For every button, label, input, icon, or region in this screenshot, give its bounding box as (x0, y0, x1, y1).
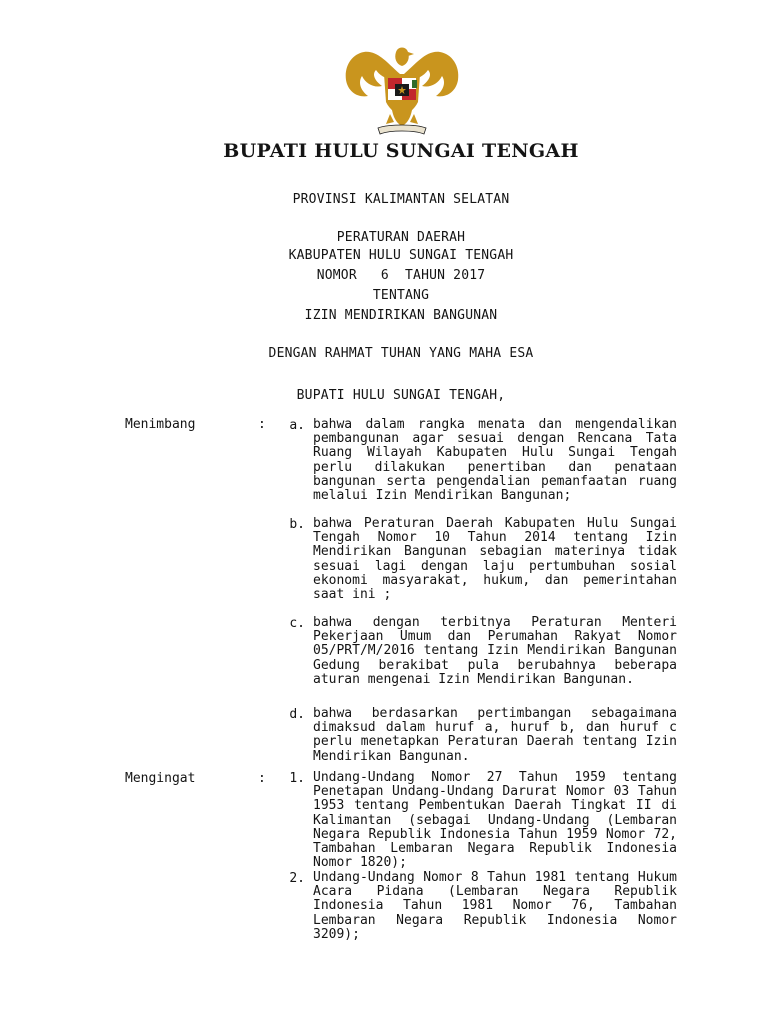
document-title: BUPATI HULU SUNGAI TENGAH (223, 140, 579, 162)
menimbang-item-c: bahwa dengan terbitnya Peraturan Menteri Pekerjaan Umum dan Perumahan Rakyat Nomor 05/PRT/M/2016 tentang Izin Mendirikan Bangunan Gedung berakibat pula berubahnya beberapa aturan mengenai Izin Mendirikan Bangunan. (313, 615, 677, 687)
garuda-emblem-icon (338, 44, 466, 138)
menimbang-marker-a: a. (289, 418, 305, 433)
about-line: TENTANG (372, 288, 430, 303)
authority-line: BUPATI HULU SUNGAI TENGAH, (296, 388, 506, 403)
menimbang-marker-d: d. (289, 707, 305, 722)
mengingat-label: Mengingat (125, 771, 196, 786)
mengingat-item-2: Undang-Undang Nomor 8 Tahun 1981 tentang Hukum Acara Pidana (Lembaran Negara Republik Indonesia Tahun 1981 Nomor 76, Tambahan Lembaran Negara Republik Indonesia Nomor 3209); (313, 870, 677, 942)
regency-line: KABUPATEN HULU SUNGAI TENGAH (288, 248, 514, 263)
menimbang-item-a: bahwa dalam rangka menata dan mengendalikan pembangunan agar sesuai dengan Rencana Tata Ruang Wilayah Kabupaten Hulu Sungai Tengah perlu dilakukan penertiban dan penataan bangunan serta pengendalian pemanfaatan ruang melalui Izin Mendirikan Bangunan; (313, 417, 677, 504)
mengingat-marker-2: 2. (289, 871, 305, 886)
province-line: PROVINSI KALIMANTAN SELATAN (292, 192, 510, 207)
menimbang-item-b: bahwa Peraturan Daerah Kabupaten Hulu Sungai Tengah Nomor 10 Tahun 2014 tentang Izin Mendirikan Bangunan sebagian materinya tidak sesuai lagi dengan laju pertumbuhan sosial ekonomi masyarakat, hukum, dan pemerintahan saat ini ; (313, 516, 677, 603)
mengingat-item-1: Undang-Undang Nomor 27 Tahun 1959 tentang Penetapan Undang-Undang Darurat Nomor 03 Tahun 1953 tentang Pembentukan Daerah Tingkat II di Kalimantan (sebagai Undang-Undang (Lembaran Negara Republik Indonesia Tahun 1959 Nomor 72, Tambahan Lembaran Negara Republik Indonesia Nomor 1820); (313, 770, 677, 871)
number-line: NOMOR 6 TAHUN 2017 (316, 268, 486, 283)
subject-line: IZIN MENDIRIKAN BANGUNAN (304, 308, 498, 323)
mengingat-marker-1: 1. (289, 771, 305, 786)
menimbang-marker-c: c. (289, 616, 305, 631)
mengingat-colon: : (258, 771, 266, 786)
menimbang-item-d: bahwa berdasarkan pertimbangan sebagaimana dimaksud dalam huruf a, huruf b, dan huruf c perlu menetapkan Peraturan Daerah tentang Izin Mendirikan Bangunan. (313, 706, 677, 764)
menimbang-marker-b: b. (289, 517, 305, 532)
doc-type-line: PERATURAN DAERAH (336, 230, 466, 245)
blessing-line: DENGAN RAHMAT TUHAN YANG MAHA ESA (268, 346, 534, 361)
menimbang-label: Menimbang (125, 417, 196, 432)
menimbang-colon: : (258, 417, 266, 432)
